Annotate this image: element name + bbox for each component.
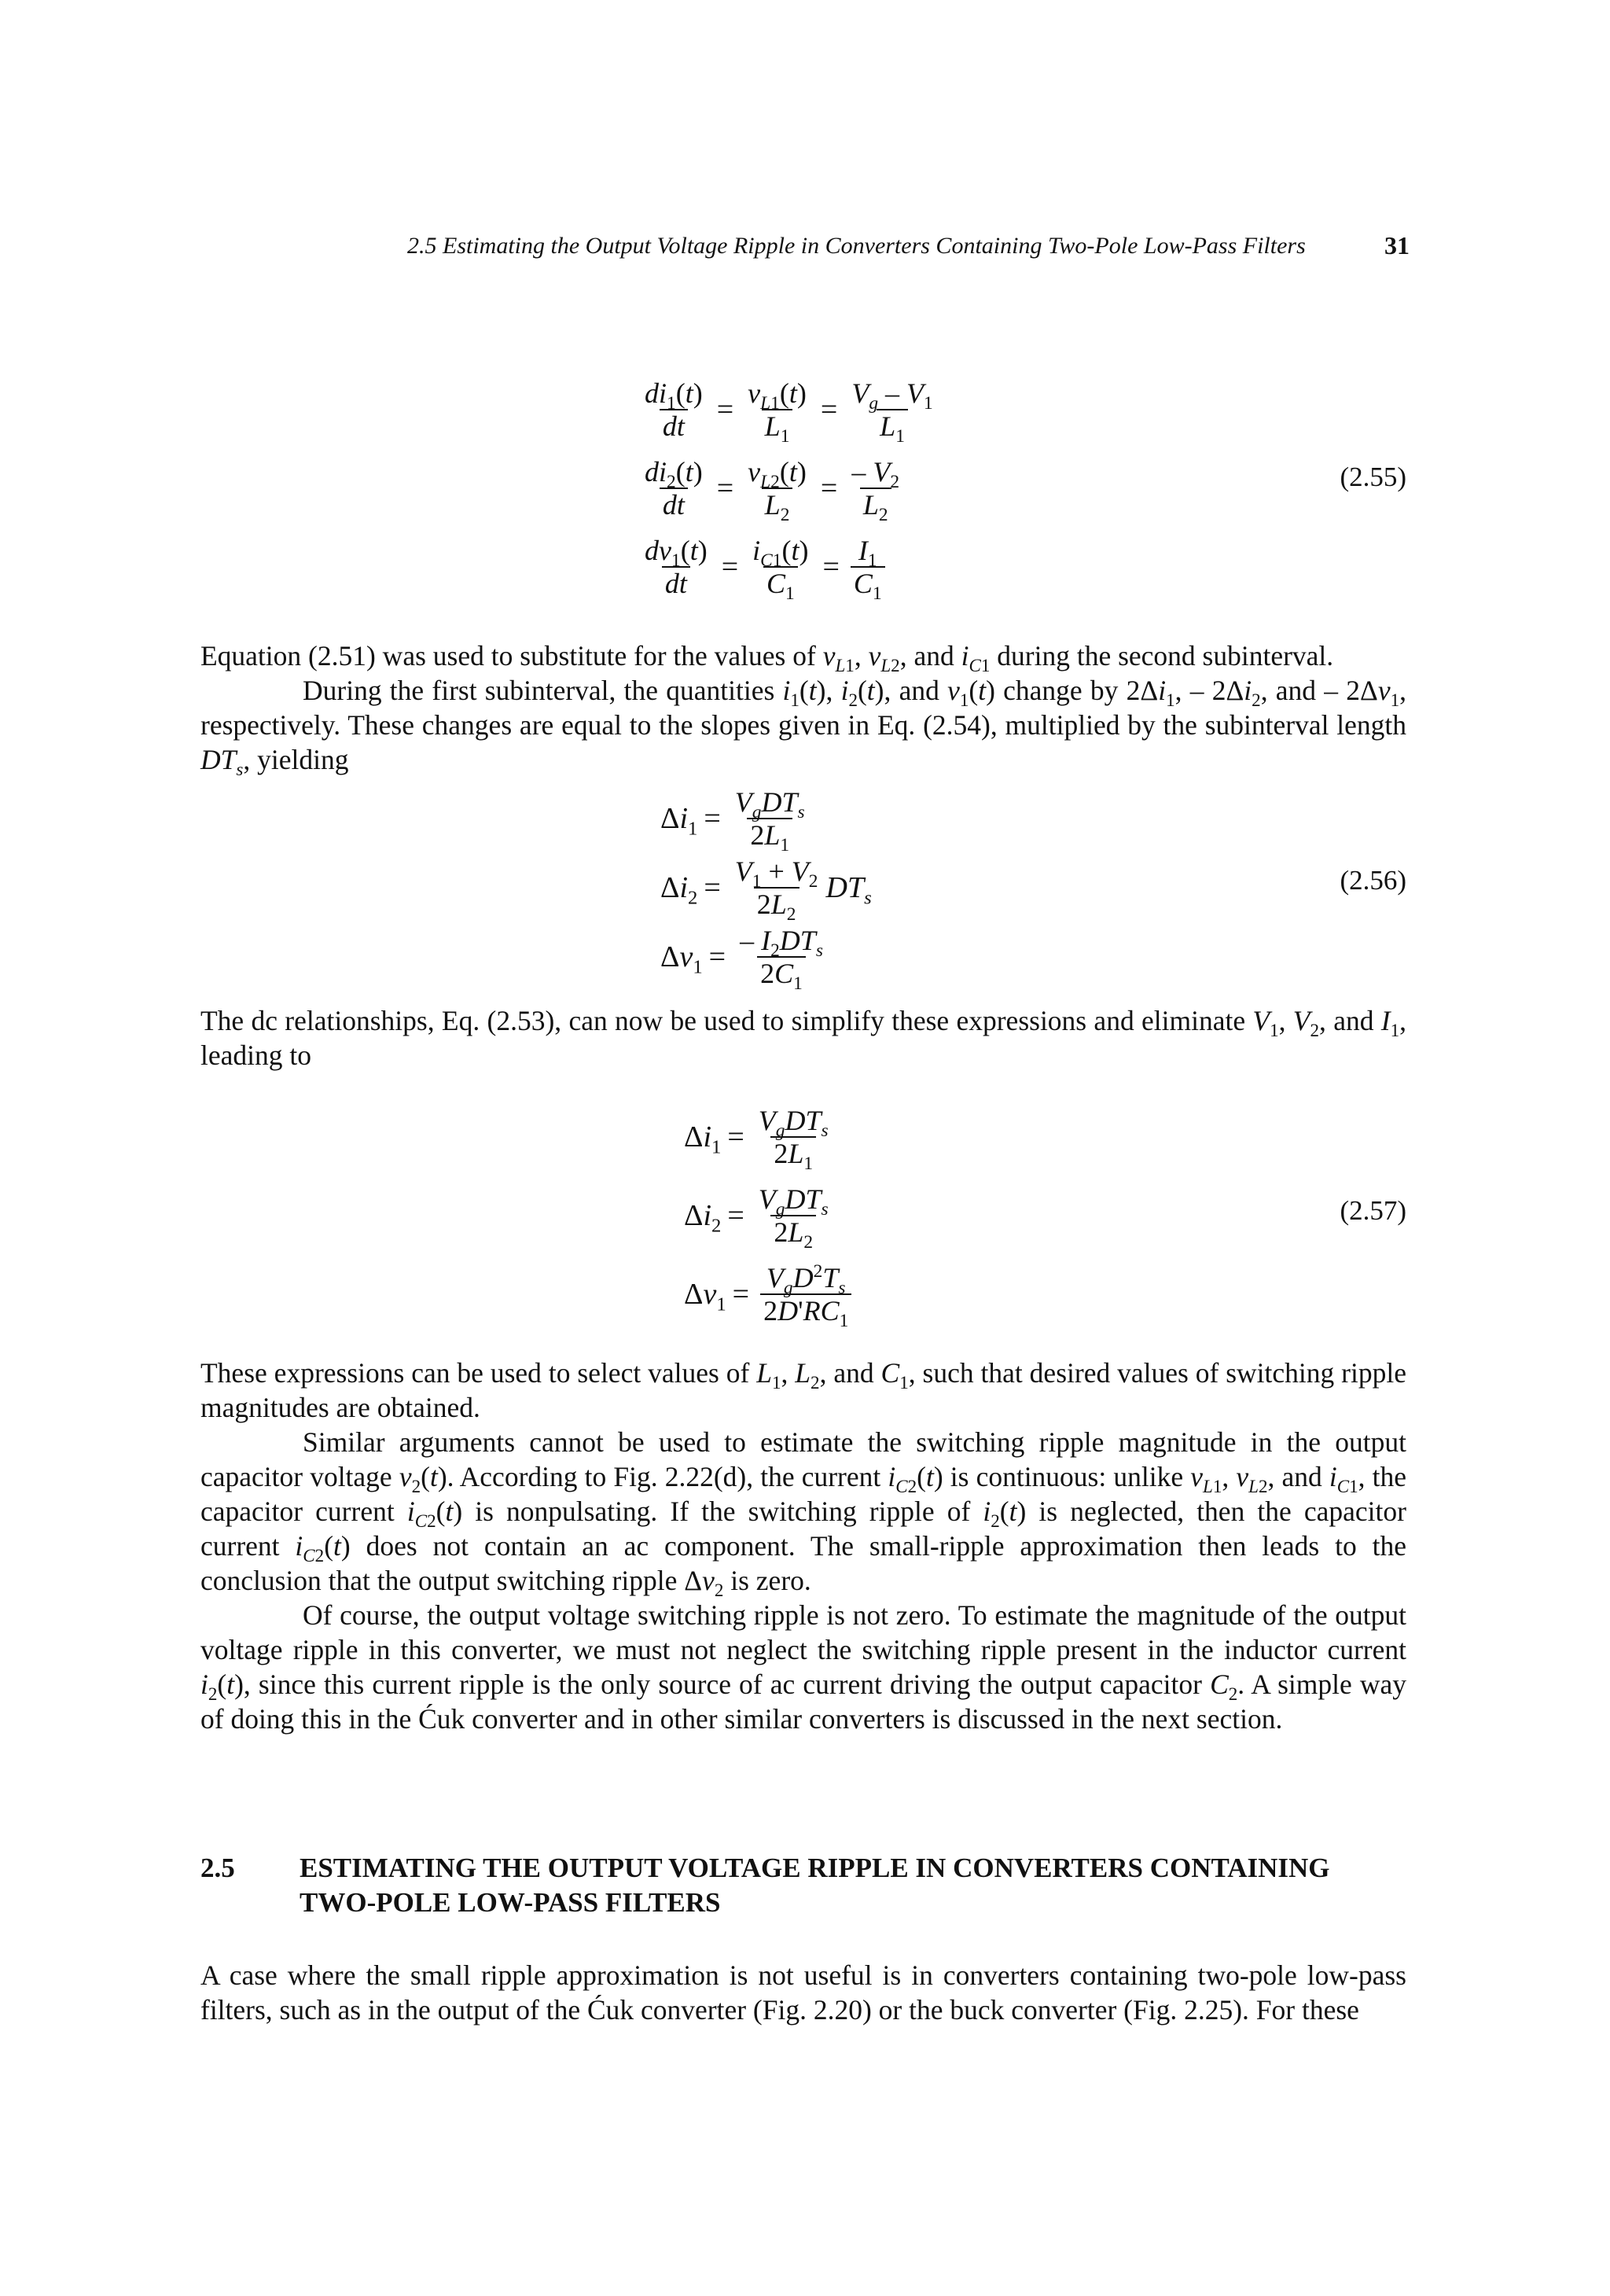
paragraph-eq-2-51-note: Equation (2.51) was used to substitute for the values of $v_{L1}$, $v_{L2}$, and $i_{C1}$ during the second subinterval. [200,640,1334,676]
equation-2-55-row-3: $\frac{dv_1(t)}{dt}$ = $\frac{i_{C1}(t)}{C_1}$ = $\frac{I_1}{C_1}$ [637,535,890,599]
paragraph-block-1 [200,638,1407,780]
equation-2-55-number: (2.55) [1340,462,1406,492]
equation-2-57-row-2: $\Delta i_2$ = $\frac{V_gDT_s}{2L_2}$ [684,1183,829,1253]
section-title: ESTIMATING THE OUTPUT VOLTAGE RIPPLE IN CONVERTERS CONTAINING TWO-POLE LOW-PASS FILTERS [300,1853,1330,1918]
paragraph-two-pole-filters: A case where the small ripple approximation is not useful is in converters containing two-pole low-pass filters, such as in the output of the Ćuk converter (Fig. 2.20) or the buck converter (Fig. 2.25). For these [200,1959,1406,2026]
paragraph-select-values: These expressions can be used to select values of $L_1$, $L_2$, and $C_1$, such that desired values of switching ripple magnitudes are obtained. [200,1357,1406,1423]
equation-2-57-number: (2.57) [1340,1195,1406,1226]
paragraph-first-subinterval: During the first subinterval, the quantities $i_1(t)$, $i_2(t)$, and $v_1(t)$ change by $2\Delta i_1$, – $2\Delta i_2$, and – $2\Delta v_1$, respectively. These changes are equal to the slopes given in Eq. (2.54), multiplied by the subinterval length $DT_s$, yielding [200,675,1407,780]
running-head: 2.5 Estimating the Output Voltage Ripple in Converters Containing Two-Pole Low-Pass Filters [407,233,1306,259]
paragraph-block-2 [200,1003,1406,1073]
paragraph-of-course: Of course, the output voltage switching ripple is not zero. To estimate the magnitude of the output voltage ripple in this converter, we must not neglect the switching ripple present in the inductor current $i_2(t)$, since this current ripple is the only source of ac current driving the output capacitor $C_2$. A simple way of doing this in the Ćuk converter and in other similar converters is discussed in the next section. [200,1599,1406,1735]
equation-2-55-row-2: $\frac{di_2(t)}{dt}$ = $\frac{v_{L2}(t)}{L_2}$ = $\frac{- V_2}{L_2}$ [645,456,900,526]
equation-2-56-number: (2.56) [1340,865,1406,896]
paragraph-dc-relationships: The dc relationships, Eq. (2.53), can now be used to simplify these expressions and eliminate $V_1$, $V_2$, and $I_1$, leading to [200,1005,1406,1071]
paragraph-block-3 [200,1356,1406,1736]
equation-2-56-row-3: $\Delta v_1$ = $\frac{- I_2DT_s}{2C_1}$ [660,925,823,995]
section-number: 2.5 [200,1853,235,1883]
equation-2-55 [200,370,1406,621]
equation-2-57-row-3: $\Delta v_1$ = $\frac{V_gD^2T_s}{2D'RC_1}$ [684,1262,856,1326]
page-number: 31 [1384,231,1410,259]
equation-2-56-row-1: $\Delta i_1$ = $\frac{V_gDT_s}{2L_1}$ [660,786,805,856]
equation-2-56-row-2: $\Delta i_2$ = $\frac{V_1 + V_2}{2L_2}$ $DT_s$ [660,855,872,925]
paragraph-similar-arguments: Similar arguments cannot be used to estimate the switching ripple magnitude in the output capacitor voltage $v_2(t)$. According to Fig. 2.22(d), the current $i_{C2}(t)$ is continuous: unlike $v_{L1}$, $v_{L2}$, and $i_{C1}$, the capacitor current $i_{C2}(t)$ is nonpulsating. If the switching ripple of $i_2(t)$ is neglected, then the capacitor current $i_{C2}(t)$ does not contain an ac component. The small-ripple approximation then leads to the conclusion that the output switching ripple $\Delta v_2$ is zero. [200,1426,1407,1601]
equation-2-56 [200,786,1406,999]
paragraph-block-4 [200,1958,1406,2027]
equation-2-55-row-1: $\frac{di_1(t)}{dt}$ = $\frac{v_{L1}(t)}{L_1}$ = $\frac{V_g - V_1}{L_1}$ [645,377,933,447]
equation-2-57-row-1: $\Delta i_1$ = $\frac{V_gDT_s}{2L_1}$ [684,1105,829,1175]
equation-2-57 [200,1105,1406,1341]
